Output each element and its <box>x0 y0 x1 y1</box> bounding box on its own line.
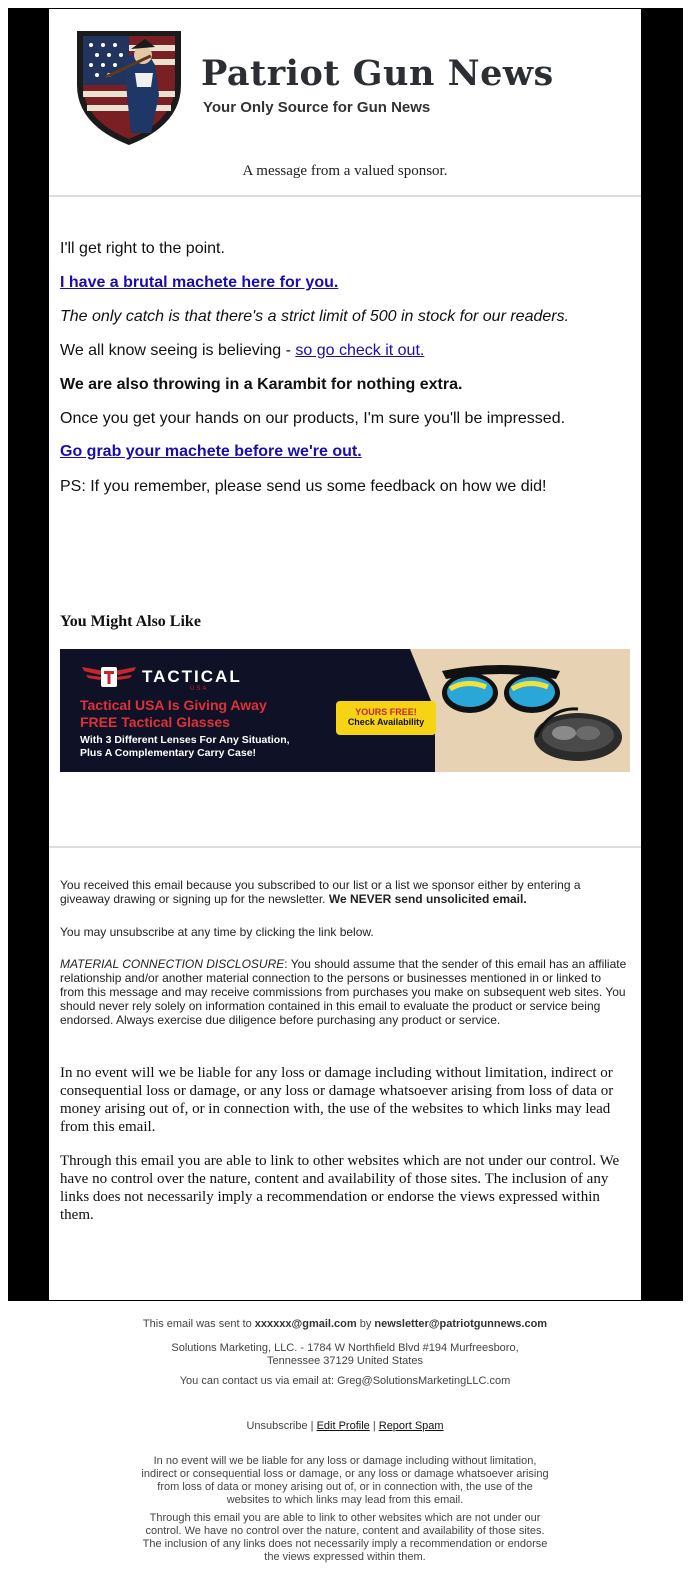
sent-prefix: This email was sent to <box>142 1318 255 1330</box>
material-disclosure <box>60 957 628 1027</box>
contact-line: You can contact us via email at: Greg@SolutionsMarketingLLC.com <box>179 1375 511 1387</box>
might-also-like-heading: You Might Also Like <box>60 613 201 630</box>
newsletter-subtitle: Your Only Source for Gun News <box>203 99 431 116</box>
edit-profile-link[interactable]: Edit Profile <box>316 1420 370 1432</box>
cta-line-2: Check Availability <box>347 717 425 727</box>
banner-headline-2: FREE Tactical Glasses <box>80 714 230 730</box>
banner-subtext-2: Plus A Complementary Carry Case! <box>80 747 257 759</box>
separator: | <box>307 1420 317 1432</box>
seeing-paragraph <box>60 342 424 360</box>
report-spam-link[interactable]: Report Spam <box>378 1420 444 1432</box>
banner-brand: TACTICAL <box>142 667 242 686</box>
stock-limit-text: The only catch is that there's a strict limit of 500 in stock for our readers. <box>60 308 570 325</box>
separator: | <box>369 1420 379 1432</box>
received-text: You received this email because you subscribed to our list or a list we sponsor either by entering a giveaway drawing or signing up for the newsletter. <box>60 878 581 906</box>
footer-liability: In no event will we be liable for any loss or damage including without limitation, indirect or consequential loss or damage, or any loss or damage whatsoever arising from loss of data or money arising out of, or in connection with, the use of the websites to which links may lead from this email. <box>141 1455 549 1506</box>
patriot-shield-logo <box>73 25 185 147</box>
check-availability-button[interactable] <box>336 701 436 735</box>
email-card <box>49 9 641 1300</box>
cta-line-1: YOURS FREE! <box>355 707 417 717</box>
liability-text: In no event will we be liable for any loss or damage including without limitation, indirect or consequential loss or damage, or any loss or damage whatsoever arising from loss of data or money arising out of, or in connection with, the use of the websites to which links may lead from this email. <box>60 1065 614 1135</box>
footer-links <box>100 1420 590 1433</box>
tactical-wings-icon <box>80 661 138 693</box>
sent-by: by <box>356 1318 375 1330</box>
seeing-text: We all know seeing is believing - <box>60 342 296 359</box>
grab-machete-link[interactable]: Go grab your machete before we're out. <box>60 443 362 460</box>
machete-link-paragraph <box>60 274 338 292</box>
newsletter-title: Patriot Gun News <box>201 53 554 94</box>
ps-text: PS: If you remember, please send us some feedback on how we did! <box>60 478 547 495</box>
unsubscribe-note: You may unsubscribe at any time by clicking the link below. <box>60 925 374 939</box>
karambit-text: We are also throwing in a Karambit for nothing extra. <box>60 376 463 393</box>
unsubscribe-link[interactable]: Unsubscribe <box>246 1420 308 1432</box>
received-notice <box>60 878 628 906</box>
sent-to-line <box>100 1318 590 1331</box>
recipient-email: xxxxxx@gmail.com <box>254 1318 357 1330</box>
banner-headline-1: Tactical USA Is Giving Away <box>80 697 267 713</box>
carry-case-image <box>530 699 626 765</box>
material-text: : You should assume that the sender of this email has an affiliate relationship and/or another material connection to the persons or businesses mentioned in or linked to from this message and may receive commissions from purchases you make on subsequent web sites. You should never rely solely on information contained in this email to evaluate the product or service being endorsed. Always exercise due diligence before purchasing any product or service. <box>60 957 627 1027</box>
banner-subtext-1: With 3 Different Lenses For Any Situation, <box>80 734 290 746</box>
sender-email: newsletter@patriotgunnews.com <box>374 1318 548 1330</box>
external-links-text: Through this email you are able to link to other websites which are not under our control. We have no control over the nature, content and availability of those sites. The inclusion of any links does not necessarily imply a recommendation or endorse the views expressed within them. <box>60 1153 620 1223</box>
banner-brand-sub: USA <box>190 686 209 692</box>
divider <box>49 846 641 848</box>
tactical-usa-banner[interactable] <box>60 649 630 772</box>
sponsor-note: A message from a valued sponsor. <box>242 163 448 179</box>
intro-text: I'll get right to the point. <box>60 240 225 257</box>
machete-link[interactable]: I have a brutal machete here for you. <box>60 274 339 291</box>
impressed-text: Once you get your hands on our products, I'm sure you'll be impressed. <box>60 410 566 427</box>
divider <box>49 195 641 197</box>
footer-external-links: Through this email you are able to link to other websites which are not under our control. We have no control over the nature, content and availability of those sites. The inclusion of any links does not necessarily imply a recommendation or endorse the views expressed within them. <box>142 1512 548 1563</box>
company-address: Solutions Marketing, LLC. - 1784 W Northfield Blvd #194 Murfreesboro, Tennessee 37129 United States <box>171 1342 519 1367</box>
no-unsolicited-text: We NEVER send unsolicited email. <box>328 892 527 906</box>
material-label: MATERIAL CONNECTION DISCLOSURE <box>60 957 285 971</box>
check-it-out-link[interactable]: so go check it out. <box>295 342 425 359</box>
grab-link-paragraph <box>60 443 362 461</box>
